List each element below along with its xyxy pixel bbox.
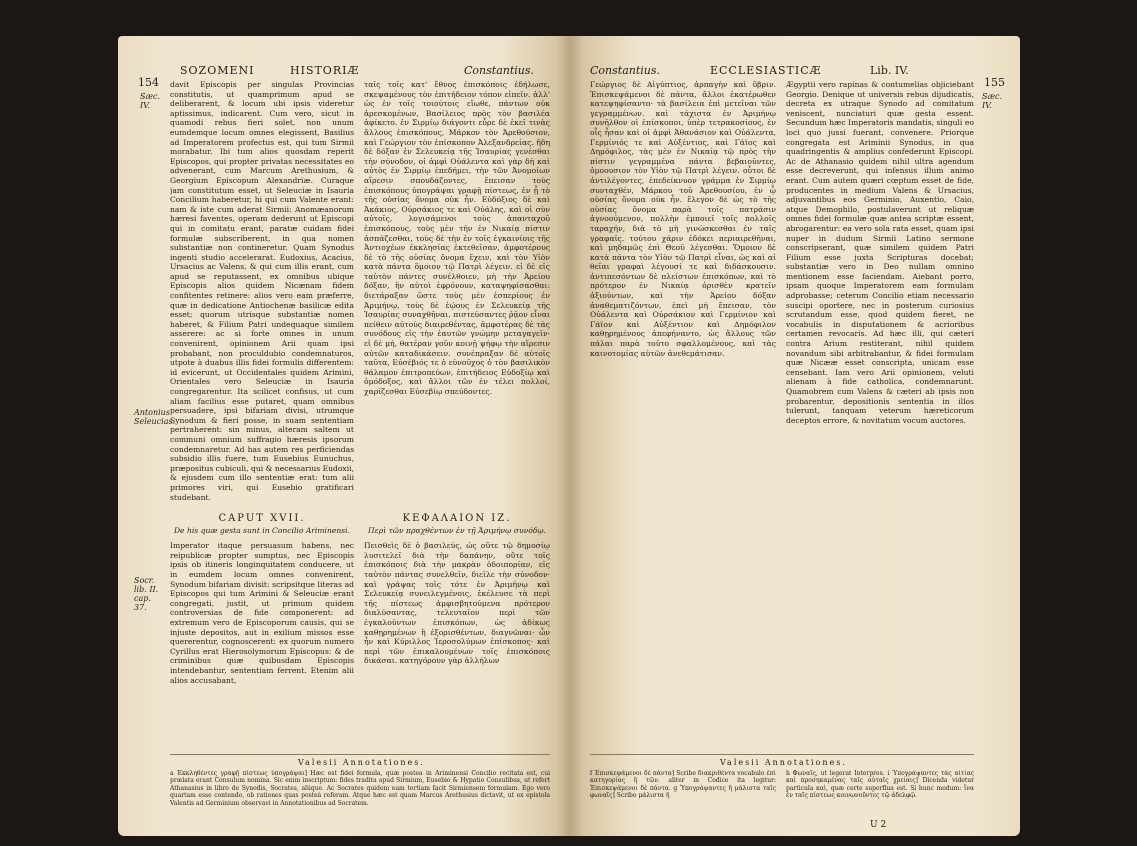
latin-text: Ægyptii vero rapinas & contumelias objiciebant Georgio. Denique ut universis rebus dijudicatis, decreta ex utraque Synodo ad comitatum veniscent, nunciaturi quæ gesta essent. Secundum hæc Imperatoris mandatis, singuli eo loci quo jussi fuerant, convenere. Priorque congregata est Ariminii Synodus, in qua quadringentis & amplius confederunt Episcopi. Ac de Athanasio quidem nihil ultra agendum esse decreverunt, qui infensus illum animo erant. Cum autem quæri cœptum esset de fide, producentes in medium Valens & Ursacius, adjuvantibus eos Germinio, Auxentio, Caio, atque Demophilo, postulaverunt ut reliquæ omnes fidei formulæ quæ antea scriptæ essent, abrogarentur: ea vero sola rata esset, quam ipsi nuper in dudum Sirmii Latino sermone conscripserant, quæ similem quidem Patri Filium esse juxta Scripturas docebat; substantiæ vero in Deo nullam omnino mentionem esse faciendam. Aiebant porro, ipsam quoque Imperatorem eam formulam adprobasse; ceterum Concilio etiam necessario suscipi oportere, nec in posterum curiosius scrutandum esse, quod quidem fieret, ne vocabulis in disputationem & acrioribus certamen revocaris. Ad hæc illi, qui cæteri contra Arium restiterant, nihil quidem novandum sibi arbitrabantur, & fidei formulam quæ Nicææ esset conscripta, unicam esse censebant. Iam vero Arii opinionem, veluti alienam à fide catholica, condemnarunt. Quamobrem cum Valens & cæteri ab ipsis non probarentur, depositionis sententia in illos tulerunt, tanquam veterum hæreticorum deceptos errore, & novitatum vocum auctores. (786, 80, 974, 425)
notes-header: Valesii Annotationes. (720, 758, 847, 767)
annotations-right: h Φωναῖς, ut legerat Interpres. i Ὑπογράψαντες τὰς αἰτίας καὶ προσηκαμένας ταῖς αὐταῖς χρείαις] Dicenda videtur particula καὶ, quæ certe superflua est. Si hunc modum: ἵνα ἐν ταῖς πίστεως κοινωνοῦντες τῷ ἀδελφῷ. (786, 770, 974, 800)
chapter-title-latin: CAPUT XVII. (218, 513, 306, 524)
page-number: 155 (984, 76, 1005, 89)
notes-header: Valesii Annotationes. (298, 758, 425, 767)
greek-text: Γεώργιος δὲ Αἰγύπτιος, ἁρπαγὴν καὶ ὕβριν. Ἐπισκεψάμενοι δὲ πάντα, ἄλλοι ἑκατέρωθεν κατεψηφίσαντο· τὰ βασίλεια ἐπὶ μετεῖναι τῶν γεγραμμένων. καὶ τάχιστα ἐν Ἀριμήνῳ συνῆλθον οἱ ἐπίσκοποι, ὑπὲρ τετρακοσίους, ἐν οἷς ἦσαν καὶ οἱ ἀμφὶ Ἀθανάσιον καὶ Οὐάλεντα, Γερμίνιός τε καὶ Αὐξέντιος, καὶ Γάϊος καὶ Δημόφιλος, τὰς μὲν ἐν Νικαίᾳ τῷ πρὸς τὴν πίστιν γεγραμμένα πάντα βεβαιοῦντες, ὁμοουσιον τὸν Υἱὸν τῷ Πατρὶ λέγειν. οὗτοι δὲ ἀντιλέγοντες, ἐπεδείκνυον γράμμα ἐν Σιρμίῳ συνταχθέν, Μάρκου τοῦ Ἀρεθουσίου, ἐν ᾧ οὐσίας ὄνομα οὐκ ἦν. ἔλεγον δὲ ὡς τὸ τῆς οὐσίας ὄνομα παρὰ τοῖς πατράσιν ἀγνοούμενον, πολλὴν ἐμποιεῖ τοῖς πολλοῖς ταραχήν, διὰ τὸ μὴ γινώσκεσθαι ἐν ταῖς γραφαῖς. τούτου χάριν ἐδόκει περιαιρεθῆναι, καὶ μηδαμῶς ἐπὶ Θεοῦ λέγεσθαι. Ὅμοιον δὲ κατὰ πάντα τὸν Υἱὸν τῷ Πατρὶ εἶναι, ὡς καὶ αἱ θεῖαι γραφαὶ λέγουσί τε καὶ διδάσκουσιν. ἀντιπεσόντων δὲ πλείστων ἐπισκόπων, καὶ τὸ πρότερον ἐν Νικαίᾳ ὁρισθὲν κρατεῖν ἀξιούντων, καὶ τὴν Ἀρείου δόξαν ἀναθεματιζόντων, ἐπεὶ μὴ ἔπεισαν, τὸν Οὐάλεντα καὶ Οὐρσάκιον καὶ Γερμίνιον καὶ Γάϊον καὶ Αὐξέντιον καὶ Δημόφιλον καθῃρημένους ἀπεφήναντο, ὡς ἄλλους τῶν πάλαι παρὰ τοῦτο σφαλλομένους, καὶ τὰς καινοτομίας αὐτῶν ἀνεθεμάτισαν. (590, 80, 776, 358)
greek-text-block-2: Πεισθεὶς δὲ ὁ βασιλεύς, ὡς οὔτε τῷ δημοσίῳ λυσιτελεῖ διὰ τὴν δαπάνην, οὔτε τοῖς ἐπισκόποις διὰ τὴν μακρὰν ὁδοιπορίαν, εἰς ταὐτὸν πάντας συνελθεῖν, διεῖλε τὴν σύνοδον· καὶ γράψας τοῖς τότε ἐν Ἀριμήνῳ καὶ Σελευκείᾳ συνειλεγμένοις, ἐκέλευσε τὰ περὶ τῆς πίστεως ἀμφισβητούμενα πρότερον διαλύσαντας, τελευταῖον περὶ τῶν ἐγκαλούντων ἐπισκόπων, ὡς ἀδίκως καθῃρημένων ἢ ἐξορισθέντων, διαγνῶναι· ὧν ἦν καὶ Κύριλλος Ἱεροσολύμων ἐπίσκοπος· καὶ περὶ τῶν ἐπικαλουμένων τοῖς ἐπισκόποις δικάσαι. κατηγόρουν γὰρ ἀλλήλων (364, 541, 550, 666)
chapter-subtitle-latin: De his quæ gesta sunt in Concilio Ariminensi. (173, 525, 351, 535)
notes-divider (590, 754, 974, 755)
greek-column (364, 80, 550, 560)
chapter-subtitle-greek: Περὶ τῶν πραχθέντων ἐν τῇ Ἀριμήνῳ συνόδῳ. (368, 525, 546, 535)
annotations-left: f Ἐπισκεψάμενοι δὲ πάντα] Scribe διακριθέντα vocabulo ἐπὶ κατηγορίας ἢ τῶν. aliter in Codice ita legitur: Ἐπισκεψάμενοι δὲ πάντα. g Ὑπογράψαντες ἢ μάλιστα ταῖς φωναῖς] Scribo μάλιστα ἢ (590, 770, 776, 800)
margin-note-socrates: Socr. lib. II. cap. 37. (134, 576, 159, 612)
running-title-center: HISTORIÆ (290, 64, 360, 77)
greek-chapter-section (364, 508, 550, 748)
signature-mark: U 2 (870, 820, 887, 830)
right-page (570, 36, 1020, 836)
latin-chapter-section (170, 508, 354, 748)
margin-note-antonius: Antonius Seleucias. (134, 408, 176, 426)
latin-text-block-2: Imperator itaque persuasum habens, nec reipublicæ propter sumptus, nec Episcopis ipsis ob itineris longinquitatem conducere, ut in eumdem locum omnes convenirent, Synodum bifariam divisit: scripsitque literas ad Episcopos qui tum Arimini & Seleuciæ erant congregati, justit, ut primum quidem controversias de fide componerent: ad extremum vero de Episcoporum causis, qui se injuste depositos, aut in exilium missos esse quererentur, cognoscerent: ex quorum numero Cyrillus erat Hierosolymorum Episcopus: & de criminibus quæ quibusdam Episcopis intendebantur, sententiam ferrent. Etenim alii alios accusabant, (170, 541, 354, 685)
page-number: 154 (138, 76, 159, 89)
left-page (118, 36, 570, 836)
latin-column (170, 80, 354, 560)
greek-text-block-1: ταῖς τοῖς κατ' ἔθνος ἐπισκόποις ἐδήλωσε, σκεψαμένους τὸν ἐπιτήδειον τόπον εἰπεῖν. ἀλλ' ὡς ἐν τοῖς τοιούτοις εἴωθε, πάντων οὐκ ἀρεσκομένων, Βασίλειος πρὸς τὸν βασιλέα ἀφίκετο. ἐν Σιρμίῳ διάγοντι εὗρε δὲ ἐκεῖ τινὰς ἄλλους ἐπισκόπους, Μάρκον τὸν Ἀρεθούσιον, καὶ Γεώργιον τὸν ἐπίσκοπον Ἀλεξανδρείας. ἤδη δὲ δόξαν ἐν Σελευκείᾳ τῆς Ἰσαυρίας γενέσθαι τὴν σύνοδον, οἱ ἀμφὶ Οὐάλεντα καὶ γὰρ δὴ καὶ αὐτὸς ἐν Σιρμίῳ ἐπεδήμει, τὴν τῶν Ἀνομοίων αἵρεσιν σπουδάζοντες, ἔπεισαν τοὺς ἐπισκόπους ὑπογράψαι γραφῇ πίστεως, ἐν ᾗ τὸ τῆς οὐσίας ὄνομα οὐκ ἦν. Εὐδόξιος δὲ καὶ Ἀκάκιος, Οὐρσάκιος τε καὶ Οὐάλης, καὶ οἱ σὺν αὐτοῖς, λογισάμενοι τοὺς ἁπανταχοῦ ἐπισκόπους, τοὺς μὲν τὴν ἐν Νικαίᾳ πίστιν ἀσπάζεσθαι, τοὺς δὲ τὴν ἐν τοῖς ἐγκαινίοις τῆς Ἀντιοχέων ἐκκλησίας ἐκτεθεῖσαν, ἀμφοτέρους δὲ τὸ τῆς οὐσίας ὄνομα ἔχειν, καὶ τὸν Υἱὸν κατὰ πάντα ὅμοιον τῷ Πατρὶ λέγειν. εἰ δὲ εἰς ταὐτὸν πάντες συνέλθοιεν, μὴ τὴν Ἀρείου δόξαν, ἣν αὐτοὶ ἐφρόνουν, καταψηφίσασθαι: διετάραξαν ὥστε τοὺς μὲν ἑσπερίους ἐν Ἀριμήνῳ, τοὺς δὲ ἑῴους ἐν Σελευκείᾳ τῆς Ἰσαυρίας συναχθῆναι. πιστεύσαντες ῥᾷον εἶναι πείθειν αὐτοὺς διαιρεθέντας, ἀμφοτέρας δὲ τὰς συνόδους εἰς τὴν ἑαυτῶν γνώμην μεταγαγεῖν· εἰ δὲ μή, θατέραν γοῦν κοινῇ ψήφῳ τὴν αἵρεσιν αὐτῶν καταδικάσειν. συνέπραξαν δὲ αὐτοῖς ταῦτα, Εὐσέβιός τε ὁ εὐνοῦχος ὁ τὸν βασιλικὸν θάλαμον ἐπιτροπεύων, ἐπιτήδειος Εὐδοξίῳ καὶ ὁμόδοξος, καὶ ἄλλοι τῶν ἐν τέλει πολλοί, χαρίζεσθαι Εὐσεβίῳ σπεύδοντες. (364, 80, 550, 396)
greek-column (590, 80, 776, 746)
margin-note-century: Sæc. IV. (982, 92, 1003, 110)
chapter-title-greek: ΚΕΦΑΛΑΙΟΝ ΙΖ. (402, 513, 512, 524)
running-title-left: Constantius. (590, 64, 660, 77)
latin-text-block-1: davit Episcopis per singulas Provincias constitutis, ut quamprimum apud se deliberarent, & locum ubi ipsis videretur aptissimus, indicarent. Cum vero, sicut in quamodi rebus fieri solet, non unum eumdemque locum omnes elegissent, Basilius ad Imperatorem profectus est, qui tum Sirmii morabatur. Ibi tum alios quosdam reperit Episcopos, qui propter privatas necessitates eo advenerant, cum Marcum Arethusium, & Georgium Episcopum Alexandriæ. Curaque jam constitutum esset, ut Seleuciæ in Isauria Concilium haberetur, hi qui cum Valente erant: nam & iste cum aderat Sirmii: Anomæanorum hæresi faventes, operam dederunt ut Episcopi qui in comitatu erant, paratæ cuidam fidei formulæ subscriberent, in qua nomen substantiæ non contineretur. Quam Synodus ingenti studio accelerarat. Eudoxius, Acacius, Ursacius ac Valens, & qui cum illis erant, cum apud se reputassent, ex omnibus ubique Episcopis alios quidem Nicænam fidem confitentes retinere: alios vero eam præferre, quæ in dedicatione Antiochenæ basilicæ edita esset; quorum utrisque substantiæ nomen haberet, & Filium Patri undequaque similem asserere: ac si forte omnes in unum convenirent, opinionem Arii quam ipsi probabant, non proculdubio condemnaturos, utpote à duabus illis fidei formulis differentem: id evicerunt, ut Occidentales quidem Arimini, Orientales vero Seleuciæ in Isauria congregarentur. Ita scilicet confisus, ut cum aliam facilius esse putaret, quam omnibus persuadere, ipsi bifariam divisi, utrumque Synodum & fieri posse, in suam sententiam pertraherent: sin minus, alteram saltem ut communi omnium suffragio hæresis ipsorum condemnaretur. Ad has autem res perficiendas subsidio illis fuere, tum Eusebius Eunuchus, præpositus cubiculi, qui & necessarius Eudoxii, & ejusdem cum illo sententiæ erat: tum alii primores viri, qui Eusebio gratificari studebant. (170, 80, 354, 502)
notes-divider (170, 754, 550, 755)
annotations: a Ἐκκληθέντες γραφῇ πίστεως ὑπογράψαι] Hæc est fidei formula, quæ postea in Ariminensi Concilio recitata est, cui prælata erant Consulum nomina. Sic enim inscriptum: fides tradita apud Sirmium, Eusebio & Hypatio Consulibus, ut refert Athanasius in libro de Synodis, Socrates, aliique. Ac Socrates quidem eam tertiam facit Sirmiensem formulam. Ego vero quartam esse contendo, ob rationes quas posteà referam. Atque hæc est quam Marcus Arethusius dictavit, ut ex epistola Valentis ad Germinium observavi in Annotationibus ad Socratem. (170, 770, 550, 807)
latin-column (786, 80, 974, 746)
running-title-center: ECCLESIASTICÆ (710, 64, 822, 77)
running-title-left: SOZOMENI (180, 64, 255, 77)
running-title-right: Lib. IV. (870, 64, 909, 77)
running-title-right: Constantius. (464, 64, 534, 77)
margin-note-century: Sæc. IV. (140, 92, 161, 110)
